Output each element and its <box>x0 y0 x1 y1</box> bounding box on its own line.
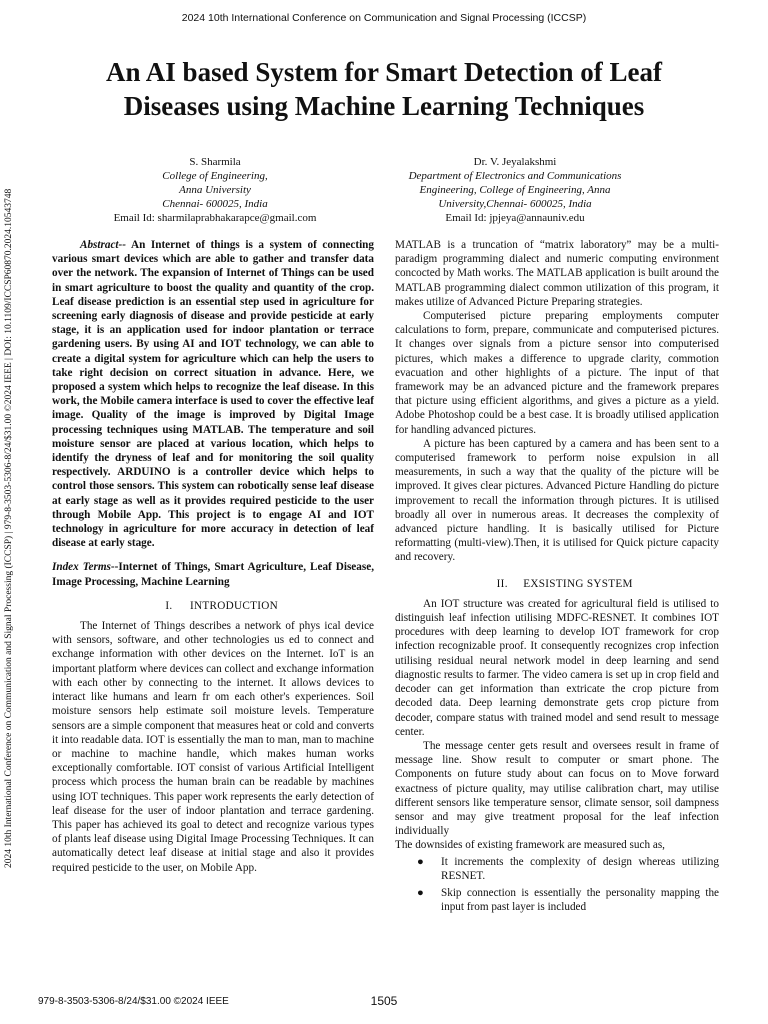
page-number: 1505 <box>370 994 398 1008</box>
right-column <box>395 238 719 917</box>
author-affiliation: College of Engineering, <box>162 170 268 182</box>
index-terms-text: --Internet of Things, Smart Agriculture, Leaf Disease, Image Processing, Machine Learning <box>52 561 374 588</box>
footer-isbn: 979-8-3503-5306-8/24/$31.00 ©2024 IEEE <box>38 996 229 1007</box>
body-paragraph: Computerised picture preparing employments computer calculations to form, prepare, communicate and computerised pictures. It changes over signals from a picture sensor into computerised pictures, which makes a difference to upgrade clarity, commotion evacuation and other highlights of a picture. The input of that framework may be an advanced picture and the framework prepares that picture using efficient algorithms, and gives a picture as a yield. Adobe Photoshop could be a best case. It is broadly utilised application for handling advanced pictures. <box>395 310 719 436</box>
bullet-icon: ● <box>417 855 424 868</box>
author-block-2 <box>385 155 645 225</box>
list-item-text: It increments the complexity of design whereas utilizing RESNET. <box>441 855 719 882</box>
author-affiliation: Engineering, College of Engineering, Anna <box>419 184 611 196</box>
list-item-text: Skip connection is essentially the personality mapping the input from past layer is included <box>441 886 719 914</box>
author-affiliation: Department of Electronics and Communications <box>408 170 622 182</box>
section-heading-introduction <box>52 599 374 613</box>
section-number: II. <box>496 577 508 590</box>
body-paragraph: The message center gets result and oversees result in frame of message line. Show result to computer or smart phone. The Components on future study about can focus on to Move forward exactness of picture quality, may utilise calibration chart, may utilise different sensors like temperature sensor, climate sensor, soil dampness sensor and may give treatment proposal for the leaf infection individually <box>395 739 719 838</box>
list-item <box>395 855 719 883</box>
author-block-1 <box>90 155 340 225</box>
author-name: S. Sharmila <box>189 156 241 168</box>
author-affiliation: University,Chennai- 600025, India <box>438 198 592 210</box>
downsides-list <box>395 855 719 915</box>
body-paragraph: An IOT structure was created for agricultural field is utilised to distinguish leaf infection utilising MDFC-RESNET. It combines IOT procedures with deep learning to develop IOT framework for crop infection recognizable proof. It consequently recognizes crop infection utilising residual neural network model in deep learning and send diagnostic results to farmer. The video camera is set up in crop field and decoder can get information than extricate the crop picture from decoded data. Deep learning demonstrate gets crop picture from decoder, compare status with trained model and send result to message center. <box>395 597 719 738</box>
conference-header: 2024 10th International Conference on Communication and Signal Processing (ICCSP) <box>181 12 587 24</box>
index-terms-lead: Index Terms <box>52 561 111 574</box>
left-column <box>52 238 374 875</box>
author-email: Email Id: sharmilaprabhakarapce@gmail.com <box>113 212 317 224</box>
introduction-paragraph: The Internet of Things describes a network of phys ical device with sensors, software, and other technologies us ed to connect and exchange information with other devices on the Internet. IoT is an important platform where devices can collect and exchange information with each other by connecting to the internet. It allows devices to interact like humans and learn fr om each other's experiences. Soil moisture sensors help estimate soil moisture levels. Temperature sensors are a simple component that measures heat or cold and converts it into readable data. IOT is essentially the man to man, man to machine or machine to machine handle, which makes human works exceptionally comfortable. IOT consist of various Artificial Intelligent process which process the human brain can be readable by machines using IOT techniques. This paper work represents the early detection of leaf disease for the user of indoor plantation and terrace gardening. This paper has achieved its goal to detect and recognize various types of plants leaf disease using Digital Image Processing Techniques. It can automatically detect leaf disease at initial stage and also it provides required pesticide to the user, on Mobile App. <box>52 620 374 874</box>
author-name: Dr. V. Jeyalakshmi <box>473 156 557 168</box>
author-affiliation: Anna University <box>179 184 251 196</box>
bullet-icon: ● <box>417 886 424 899</box>
body-paragraph: A picture has been captured by a camera and has been sent to a computerised framework to perform noise expulsion in all measurements, in such a way that the quality of the picture will be improved. It gives clear pictures. Advanced Picture Handling do picture improvement to recall the information through pictures. It is utilised broadly all over in numerous areas. It decreases the complexity of advanced picture handling. It is basically utilised for Picture reformatting (multi-view).Then, it is utilised for Quick picture capacity and recovery. <box>395 437 719 564</box>
abstract-lead: Abstract-- <box>80 239 126 251</box>
list-item <box>395 886 719 914</box>
section-number: I. <box>165 599 173 612</box>
section-title: EXSISTING SYSTEM <box>523 577 633 590</box>
body-paragraph: MATLAB is a truncation of “matrix laboratory” may be a multi-paradigm programming dialect and numeric computing environment concocted by Math works. The MATLAB application is built around the MATLAB programming dialect common utilization of this program, it makes utilize of Advanced Picture Preparing strategies. <box>395 239 719 308</box>
section-heading-existing-system <box>395 577 719 591</box>
abstract-text: An Internet of things is a system of connecting various smart devices which are able to gather and transfer data over the network. The expansion of Internet of Things can be used in smart agriculture to boost the quality and quantity of the crop. Leaf disease prediction is an essential step used in agriculture for screening early diagnosis of disease and provide pesticide at early stage, it is an application used for indoor plantation or terrace gardening users. By using AI and IOT technology, we can able to create a digital system for agriculture which can help the users to take right decision on correct situation in advance. Here, we proposed a system which helps to recognize the leaf disease. In this work, the Mobile camera interface is used to cover the effective leaf image. Quality of the image is improved by Digital Image processing techniques using MATLAB. The temperature and soil moisture sensor are placed at various location, which helps to identify the dryness of leaf and for monitoring the soil quality respectively. ARDUINO is a controller device which helps to control those sensors. This system can robotically sense leaf disease at early stage as well as it provides required pesticide to the user through Mobile App. This project is to engage AI and IOT technology in agriculture for more accuracy in detection of leaf disease at early stage. <box>52 239 374 550</box>
author-affiliation: Chennai- 600025, India <box>162 198 268 210</box>
side-doi-strip: 2024 10th International Conference on Communication and Signal Processing (ICCSP) | 979-8-3503-5306-8/24/$31.00 ©2024 IEEE | DOI: 10.1109/ICCSP60870.2024.10543748 <box>4 188 14 868</box>
section-title: INTRODUCTION <box>189 599 279 612</box>
index-terms <box>52 560 374 588</box>
author-email: Email Id: jpjeya@annauniv.edu <box>445 212 585 224</box>
abstract <box>52 238 374 550</box>
downsides-intro: The downsides of existing framework are measured such as, <box>395 839 665 852</box>
paper-title: An AI based System for Smart Detection of Leaf Diseases using Machine Learning Techniques <box>106 57 662 121</box>
